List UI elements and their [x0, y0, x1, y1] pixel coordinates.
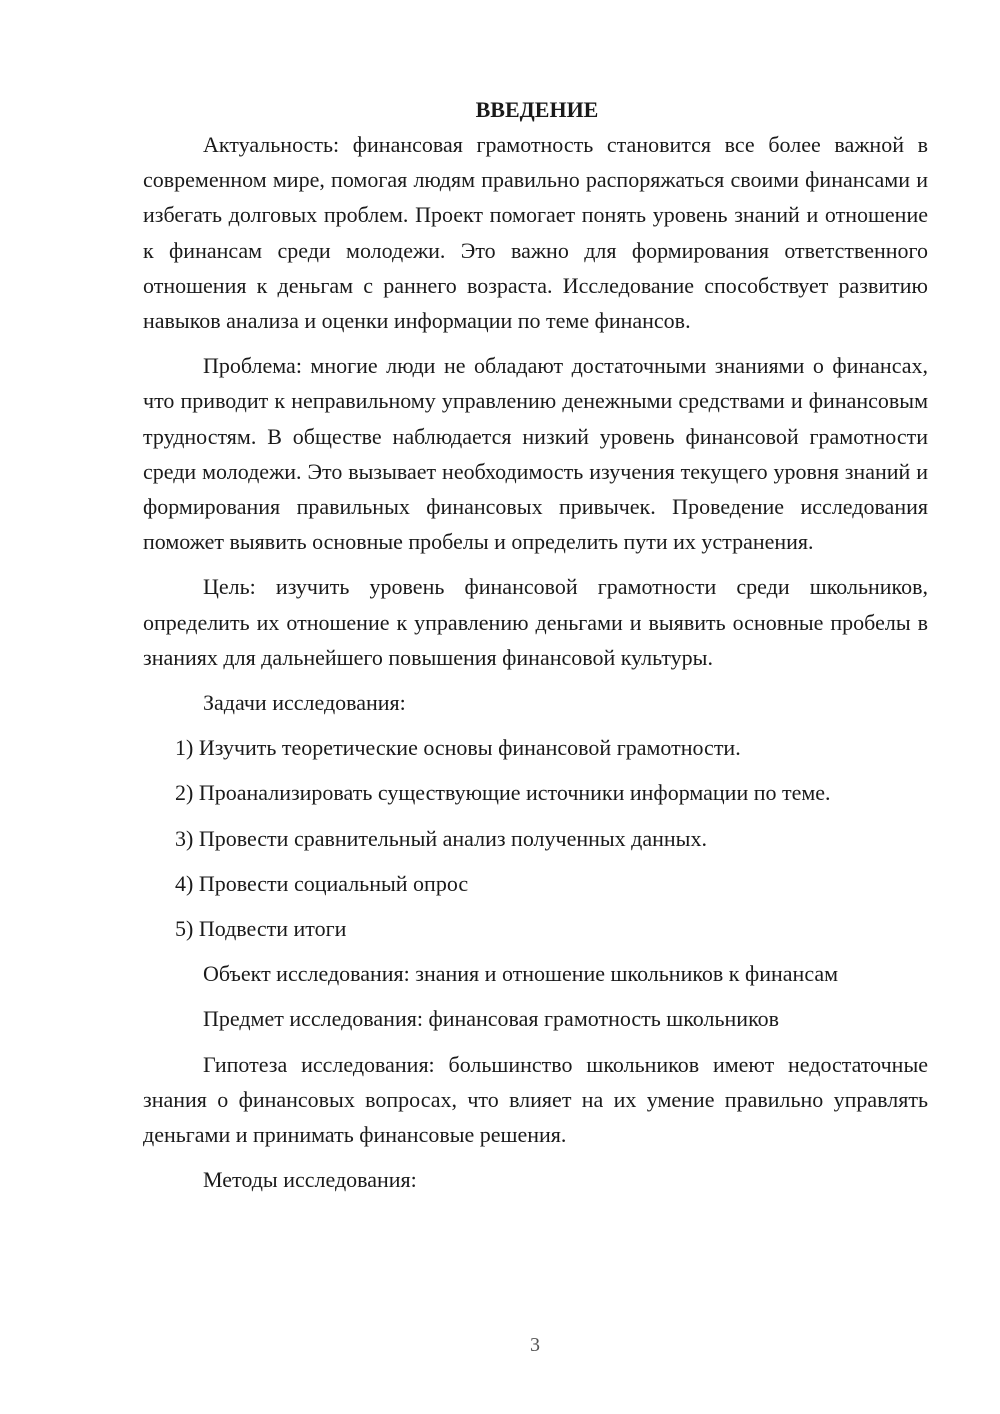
page-content: [143, 92, 928, 1197]
tasks-title: Задачи исследования:: [203, 690, 406, 716]
methods-title: Методы исследования:: [203, 1167, 417, 1193]
relevance-paragraph: Актуальность: финансовая грамотность становится все более важной в современном мире, помогая людям правильно распоряжаться своими финансами и избегать долговых проблем. Проект помогает понять уровень знаний и отношение к финансам среди молодежи. Это важно для формирования ответственного отношения к деньгам с раннего возраста. Исследование способствует развитию навыков анализа и оценки информации по теме финансов.: [143, 132, 928, 334]
task-item-1: 1) Изучить теоретические основы финансовой грамотности.: [175, 735, 741, 761]
task-item-3: 3) Провести сравнительный анализ полученных данных.: [175, 825, 707, 851]
task-item-2: 2) Проанализировать существующие источники информации по теме.: [175, 780, 831, 806]
hypothesis-paragraph: Гипотеза исследования: большинство школьников имеют недостаточные знания о финансовых вопросах, что влияет на их умение правильно управлять деньгами и принимать финансовые решения.: [143, 1051, 928, 1148]
problem-paragraph: Проблема: многие люди не обладают достаточными знаниями о финансах, что приводит к неправильному управлению денежными средствами и финансовым трудностям. В обществе наблюдается низкий уровень финансовой грамотности среди молодежи. Это вызывает необходимость изучения текущего уровня знаний и формирования правильных финансовых привычек. Проведение исследования поможет выявить основные пробелы и определить пути их устранения.: [143, 353, 928, 555]
task-item-4: 4) Провести социальный опрос: [175, 870, 469, 896]
page-number: 3: [530, 1334, 540, 1356]
task-item-5: 5) Подвести итоги: [175, 916, 347, 942]
object-paragraph: Объект исследования: знания и отношение школьников к финансам: [203, 961, 839, 987]
goal-paragraph: Цель: изучить уровень финансовой грамотности среди школьников, определить их отношение к управлению деньгами и выявить основные пробелы в знаниях для дальнейшего повышения финансовой культуры.: [143, 574, 928, 670]
page-heading: ВВЕДЕНИЕ: [475, 97, 599, 122]
tasks-list: [143, 730, 928, 946]
subject-paragraph: Предмет исследования: финансовая грамотность школьников: [203, 1006, 780, 1032]
